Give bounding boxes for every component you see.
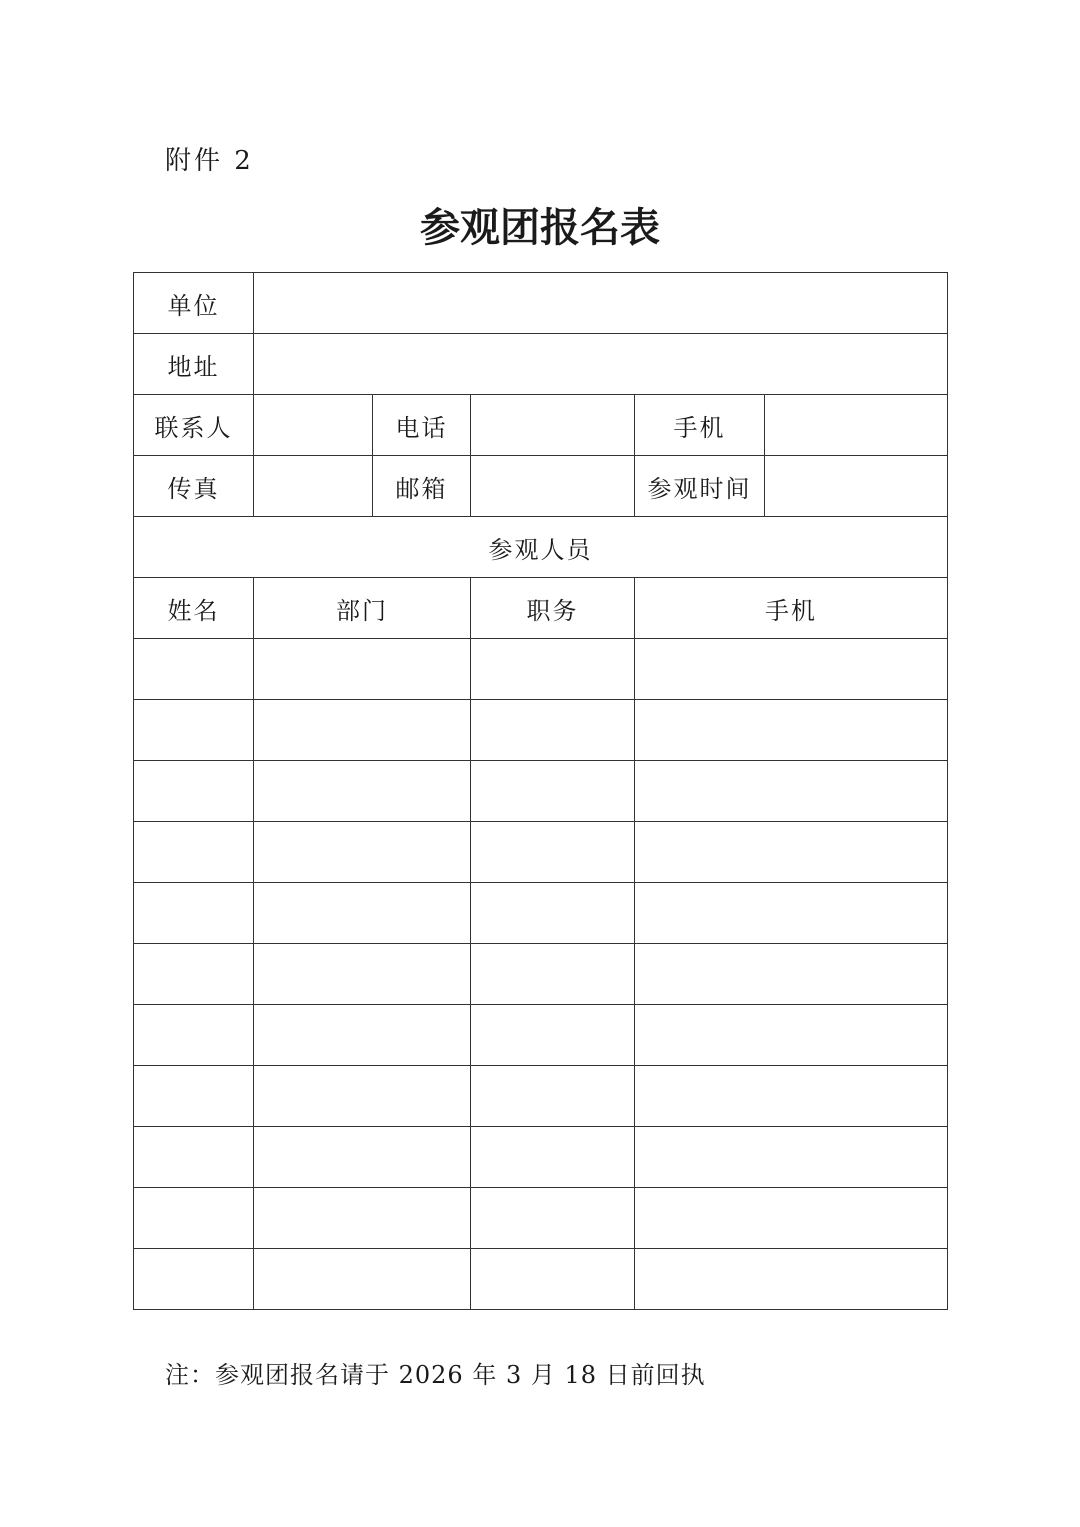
visitor-row [134,883,948,944]
visitor-department-cell[interactable] [254,761,471,822]
visitor-row [134,1066,948,1127]
visitor-position-cell[interactable] [471,883,635,944]
unit-input[interactable] [254,273,948,334]
visitor-department-cell[interactable] [254,944,471,1005]
visitor-mobile-cell[interactable] [635,1249,948,1310]
visitor-row [134,761,948,822]
column-header-department: 部门 [254,578,471,639]
visitor-department-cell[interactable] [254,700,471,761]
visitor-row [134,1127,948,1188]
visitor-mobile-cell[interactable] [635,883,948,944]
visitor-name-cell[interactable] [134,1005,254,1066]
visitor-position-cell[interactable] [471,1005,635,1066]
fax-input[interactable] [254,456,373,517]
fax-row [134,456,948,517]
visitor-row [134,822,948,883]
visitor-name-cell[interactable] [134,883,254,944]
visitor-mobile-cell[interactable] [635,944,948,1005]
visitor-position-cell[interactable] [471,944,635,1005]
visitor-name-cell[interactable] [134,1249,254,1310]
visitor-mobile-cell[interactable] [635,1066,948,1127]
form-title: 参观团报名表 [420,205,660,251]
visitor-row [134,1188,948,1249]
registration-table [133,272,948,1310]
visitor-name-cell[interactable] [134,700,254,761]
unit-row [134,273,948,334]
visitor-row [134,1005,948,1066]
email-label: 邮箱 [373,456,471,517]
visitor-position-cell[interactable] [471,1188,635,1249]
phone-input[interactable] [471,395,635,456]
visitor-position-cell[interactable] [471,761,635,822]
visitor-mobile-cell[interactable] [635,1127,948,1188]
visitor-mobile-cell[interactable] [635,1005,948,1066]
visitor-department-cell[interactable] [254,1249,471,1310]
column-header-position: 职务 [471,578,635,639]
visit-time-label: 参观时间 [635,456,765,517]
visitor-department-cell[interactable] [254,1066,471,1127]
unit-label: 单位 [134,273,254,334]
column-header-name: 姓名 [134,578,254,639]
address-row [134,334,948,395]
visitor-department-cell[interactable] [254,1005,471,1066]
visitors-header-row [134,578,948,639]
contact-row [134,395,948,456]
visitor-name-cell[interactable] [134,761,254,822]
footnote: 注：参观团报名请于 2026 年 3 月 18 日前回执 [165,1361,706,1389]
visitor-name-cell[interactable] [134,944,254,1005]
email-input[interactable] [471,456,635,517]
visitor-department-cell[interactable] [254,883,471,944]
address-label: 地址 [134,334,254,395]
phone-label: 电话 [373,395,471,456]
visitor-name-cell[interactable] [134,822,254,883]
visitor-position-cell[interactable] [471,1127,635,1188]
visitor-department-cell[interactable] [254,1188,471,1249]
mobile-label: 手机 [635,395,765,456]
column-header-mobile: 手机 [635,578,948,639]
contact-label: 联系人 [134,395,254,456]
visitor-name-cell[interactable] [134,1127,254,1188]
visitor-mobile-cell[interactable] [635,822,948,883]
visitor-mobile-cell[interactable] [635,639,948,700]
visitor-mobile-cell[interactable] [635,1188,948,1249]
visitor-row [134,944,948,1005]
visitors-section-title: 参观人员 [134,517,948,578]
visitor-position-cell[interactable] [471,700,635,761]
visitors-section-row [134,517,948,578]
visitor-mobile-cell[interactable] [635,761,948,822]
visitor-name-cell[interactable] [134,1066,254,1127]
visitor-department-cell[interactable] [254,1127,471,1188]
visitor-row [134,1249,948,1310]
visitor-row [134,700,948,761]
attachment-label: 附件 2 [165,146,254,176]
visitor-position-cell[interactable] [471,1249,635,1310]
mobile-input[interactable] [765,395,948,456]
visitor-department-cell[interactable] [254,639,471,700]
visitor-row [134,639,948,700]
visitor-position-cell[interactable] [471,1066,635,1127]
fax-label: 传真 [134,456,254,517]
visitor-position-cell[interactable] [471,639,635,700]
visitor-position-cell[interactable] [471,822,635,883]
visitor-mobile-cell[interactable] [635,700,948,761]
visitor-name-cell[interactable] [134,639,254,700]
contact-input[interactable] [254,395,373,456]
address-input[interactable] [254,334,948,395]
visitor-department-cell[interactable] [254,822,471,883]
visitor-name-cell[interactable] [134,1188,254,1249]
visit-time-input[interactable] [765,456,948,517]
